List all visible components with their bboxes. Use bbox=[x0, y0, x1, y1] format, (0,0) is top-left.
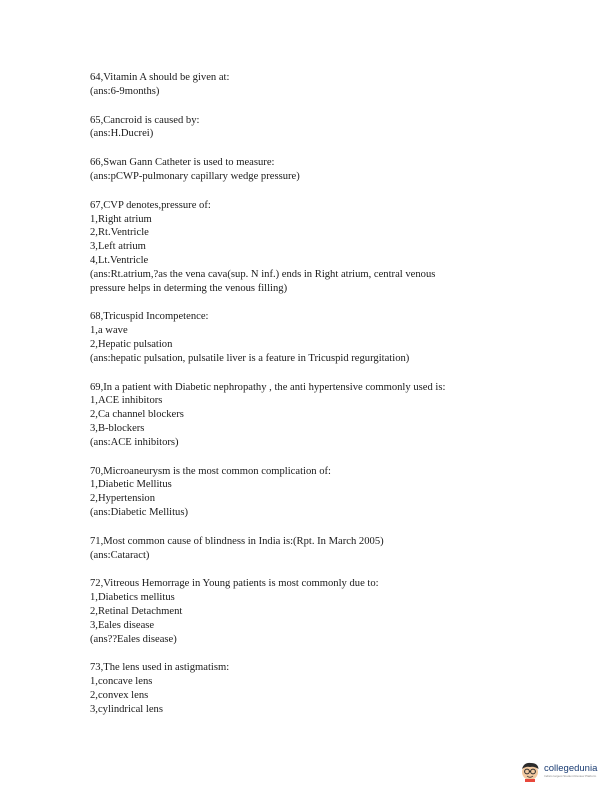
option-line: 1,Diabetics mellitus bbox=[90, 592, 175, 604]
question-line: 67,CVP denotes,pressure of: bbox=[90, 199, 211, 211]
question-block-70 bbox=[90, 465, 560, 520]
answer-line: (ans:H.Ducrei) bbox=[90, 128, 154, 140]
answer-line-continued: pressure helps in determing the venous filling) bbox=[90, 282, 288, 294]
option-line: 3,B-blockers bbox=[90, 422, 145, 434]
option-line: 3,cylindrical lens bbox=[90, 703, 163, 715]
option-line: 1,Diabetic Mellitus bbox=[90, 479, 172, 491]
question-block-72 bbox=[90, 577, 560, 646]
question-line: 71,Most common cause of blindness in India is:(Rpt. In March 2005) bbox=[90, 535, 384, 547]
question-line: 66,Swan Gann Catheter is used to measure: bbox=[90, 157, 275, 169]
option-line: 3,Eales disease bbox=[90, 619, 155, 631]
answer-line: (ans:Cataract) bbox=[90, 549, 150, 561]
collegedunia-logo bbox=[519, 758, 597, 784]
question-block-64 bbox=[90, 71, 560, 99]
question-list bbox=[90, 71, 560, 731]
question-line: 65,Cancroid is caused by: bbox=[90, 114, 200, 126]
answer-line: (ans:ACE inhibitors) bbox=[90, 436, 179, 448]
option-line: 2,Hypertension bbox=[90, 493, 156, 505]
answer-line: (ans:pCWP-pulmonary capillary wedge pressure) bbox=[90, 170, 300, 182]
option-line: 2,Retinal Detachment bbox=[90, 605, 183, 617]
question-block-66 bbox=[90, 156, 560, 184]
option-line: 2,Ca channel blockers bbox=[90, 409, 184, 421]
question-block-65 bbox=[90, 114, 560, 142]
question-line: 73,The lens used in astigmatism: bbox=[90, 662, 230, 674]
option-line: 4,Lt.Ventricle bbox=[90, 254, 149, 266]
answer-line: (ans??Eales disease) bbox=[90, 633, 177, 645]
option-line: 1,ACE inhibitors bbox=[90, 395, 163, 407]
answer-line: (ans:hepatic pulsation, pulsatile liver is a feature in Tricuspid regurgitation) bbox=[90, 352, 410, 364]
brand-tagline: India's largest Student Review Platform bbox=[544, 774, 597, 778]
option-line: 2,convex lens bbox=[90, 689, 149, 701]
question-block-71 bbox=[90, 535, 560, 563]
option-line: 1,a wave bbox=[90, 325, 128, 337]
question-block-67 bbox=[90, 199, 560, 296]
question-line: 69,In a patient with Diabetic nephropathy , the anti hypertensive commonly used is: bbox=[90, 381, 446, 393]
question-line: 72,Vitreous Hemorrage in Young patients is most commonly due to: bbox=[90, 578, 379, 590]
option-line: 3,Left atrium bbox=[90, 241, 146, 253]
question-block-69 bbox=[90, 381, 560, 450]
logo-text bbox=[544, 764, 597, 778]
question-block-73 bbox=[90, 661, 560, 716]
question-line: 64,Vitamin A should be given at: bbox=[90, 72, 230, 83]
question-line: 68,Tricuspid Incompetence: bbox=[90, 311, 209, 323]
option-line: 1,Right atrium bbox=[90, 213, 152, 225]
answer-line: (ans:6-9months) bbox=[90, 85, 160, 97]
mascot-icon bbox=[519, 760, 541, 782]
question-block-68 bbox=[90, 310, 560, 365]
option-line: 2,Hepatic pulsation bbox=[90, 338, 173, 350]
answer-line: (ans:Rt.atrium,?as the vena cava(sup. N inf.) ends in Right atrium, central venous bbox=[90, 268, 436, 280]
option-line: 2,Rt.Ventricle bbox=[90, 227, 149, 239]
question-line: 70,Microaneurysm is the most common complication of: bbox=[90, 465, 331, 477]
option-line: 1,concave lens bbox=[90, 676, 153, 688]
brand-name: collegedunia bbox=[544, 763, 598, 774]
answer-line: (ans:Diabetic Mellitus) bbox=[90, 506, 188, 518]
